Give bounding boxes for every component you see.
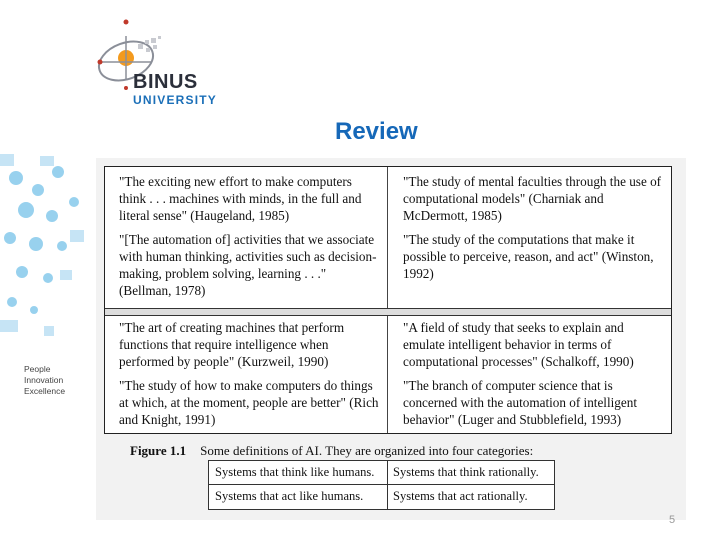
- category-think-rationally: Systems that think rationally.: [393, 465, 539, 479]
- decorative-pattern: [0, 150, 96, 350]
- tagline-line-1: People: [24, 364, 51, 374]
- brand-name: BINUS: [133, 71, 198, 93]
- tagline-line-3: Excellence: [24, 386, 66, 396]
- categories-divider-vertical: [387, 461, 388, 509]
- category-think-humans: Systems that think like humans.: [215, 465, 375, 479]
- slide-title: Review: [335, 118, 418, 145]
- tagline: [24, 364, 65, 397]
- categories-table: [208, 460, 555, 510]
- tagline-line-2: Innovation: [24, 375, 64, 385]
- definition-charniak: "The study of mental faculties through the use of computational models" (Charniak and McDermott, 1985): [403, 174, 662, 224]
- category-act-rationally: Systems that act rationally.: [393, 489, 528, 503]
- cell-thinking-rationally: [403, 173, 665, 288]
- table-divider-vertical: [387, 167, 388, 433]
- page-number: 5: [669, 514, 676, 526]
- definitions-table: [104, 166, 672, 434]
- category-act-humans: Systems that act like humans.: [215, 489, 364, 503]
- figure-number: Figure 1.1: [130, 443, 187, 458]
- definition-luger: "The branch of computer science that is concerned with the automation of intelligent behavior" (Luger and Stubblefield, 1993): [403, 377, 638, 428]
- brand-subtitle: UNIVERSITY: [133, 93, 218, 107]
- cell-acting-rationally: [403, 319, 665, 434]
- definition-bellman: "[The automation of] activities that we associate with human thinking, activities such as decision-making, problem solving, learning . . ." (Bellman, 1978): [119, 231, 377, 299]
- ai-definitions-figure: [96, 158, 686, 520]
- definition-kurzweil: "The art of creating machines that perform functions that require intelligence when performed by people" (Kurzweil, 1990): [119, 320, 345, 370]
- definition-haugeland: "The exciting new effort to make computers think . . . machines with minds, in the full and literal sense" (Haugeland, 1985): [119, 174, 362, 224]
- cell-thinking-humanly: [119, 173, 381, 305]
- definition-rich-knight: "The study of how to make computers do things at which, at the moment, people are better" (Rich and Knight, 1991): [119, 377, 379, 428]
- figure-caption: [130, 443, 533, 459]
- cell-acting-humanly: [119, 319, 381, 434]
- table-divider-horizontal: [105, 308, 671, 316]
- caption-text: Some definitions of AI. They are organized into four categories:: [200, 443, 534, 458]
- categories-divider-horizontal: [209, 484, 554, 485]
- definition-winston: "The study of the computations that make it possible to perceive, reason, and act" (Winston, 1992): [403, 231, 654, 282]
- definition-schalkoff: "A field of study that seeks to explain and emulate intelligent behavior in terms of computational processes" (Schalkoff, 1990): [403, 320, 634, 370]
